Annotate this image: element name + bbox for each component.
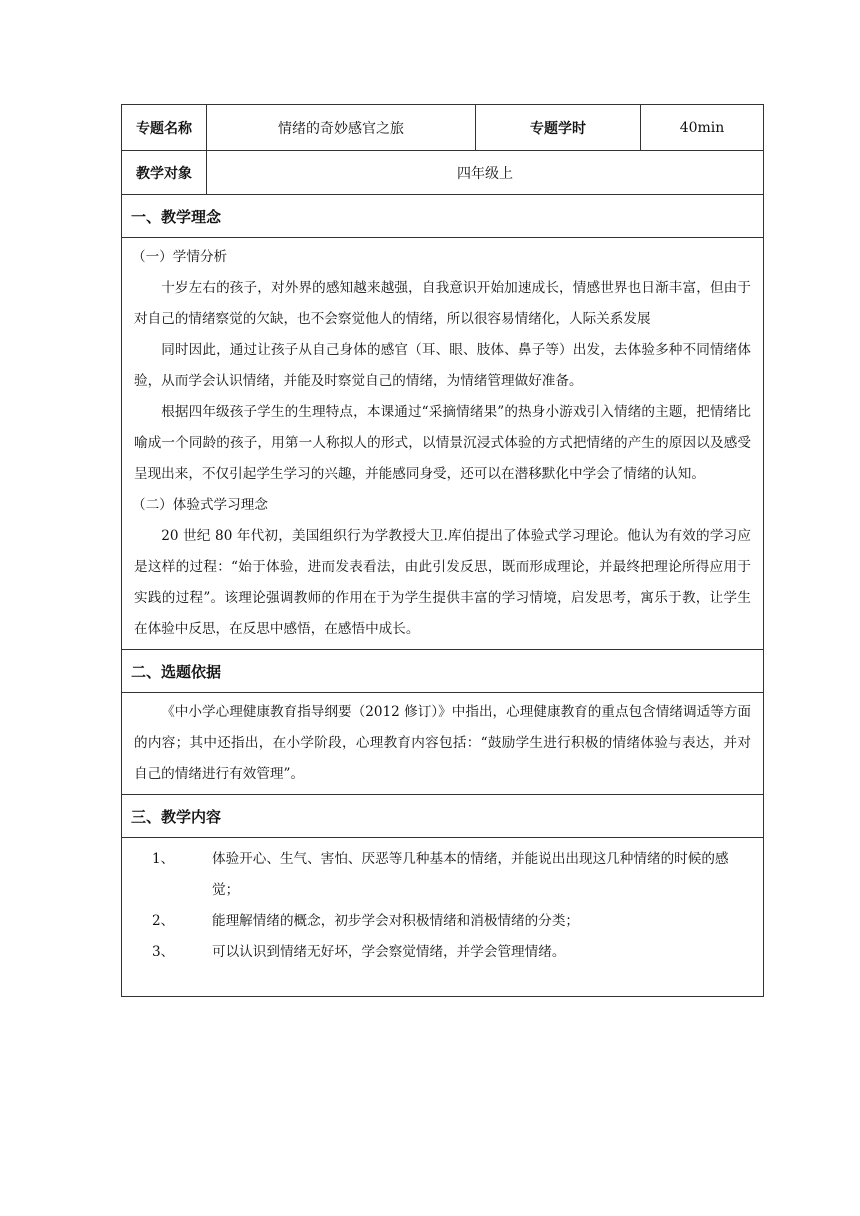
section-body-rationale xyxy=(122,693,763,795)
topic-label: 专题名称 xyxy=(136,120,192,137)
topic-value: 情绪的奇妙感官之旅 xyxy=(206,105,475,150)
target-value: 四年级上 xyxy=(206,151,763,194)
list-item xyxy=(152,906,745,937)
subheading-student-analysis: （一）学情分析 xyxy=(132,249,228,265)
hours-label: 专题学时 xyxy=(475,105,640,150)
hours-value: 40min xyxy=(640,105,763,150)
lesson-plan-table xyxy=(121,104,764,997)
list-item-text: 可以认识到情绪无好坏，学会察觉情绪，并学会管理情绪。 xyxy=(212,944,566,960)
list-item-number: 2、 xyxy=(152,913,175,929)
paragraph: 同时因此，通过让孩子从自己身体的感官（耳、眼、肢体、鼻子等）出发，去体验多种不同情绪体验，从而学会认识情绪，并能及时察觉自己的情绪，为情绪管理做好准备。 xyxy=(134,342,751,389)
list-item xyxy=(152,937,745,968)
list-item-number: 1、 xyxy=(152,851,175,867)
list-item-number: 3、 xyxy=(152,944,175,960)
target-label: 教学对象 xyxy=(136,165,192,182)
paragraph: 根据四年级孩子学生的生理特点，本课通过“采摘情绪果”的热身小游戏引入情绪的主题，把情绪比喻成一个同龄的孩子，用第一人称拟人的形式，以情景沉浸式体验的方式把情绪的产生的原因以及感受呈现出来，不仅引起学生学习的兴趣，并能感同身受，还可以在潜移默化中学会了情绪的认知。 xyxy=(134,404,751,482)
paragraph: 20 世纪 80 年代初，美国组织行为学教授大卫.库伯提出了体验式学习理论。他认为有效的学习应是这样的过程：“始于体验，进而发表看法，由此引发反思，既而形成理论，并最终把理论所得应用于实践的过程”。该理论强调教师的作用在于为学生提供丰富的学习情境，启发思考，寓乐于教，让学生在体验中反思，在反思中感悟，在感悟中成长。 xyxy=(134,528,751,637)
paragraph: 《中小学心理健康教育指导纲要（2012 修订）》中指出，心理健康教育的重点包含情绪调适等方面的内容；其中还指出，在小学阶段，心理教育内容包括：“鼓励学生进行积极的情绪体验与表达，并对自己的情绪进行有效管理”。 xyxy=(134,704,751,782)
section-body-philosophy xyxy=(122,238,763,650)
content-list xyxy=(122,838,763,996)
topic-row xyxy=(122,105,763,151)
target-row xyxy=(122,151,763,195)
list-item-text: 体验开心、生气、害怕、厌恶等几种基本的情绪，并能说出出现这几种情绪的时候的感觉； xyxy=(212,851,729,898)
list-item xyxy=(152,844,745,906)
subheading-experiential-learning: （二）体验式学习理念 xyxy=(132,497,268,513)
section-title-content: 三、教学内容 xyxy=(122,795,763,838)
section-title-philosophy: 一、教学理念 xyxy=(122,195,763,238)
paragraph: 十岁左右的孩子，对外界的感知越来越强，自我意识开始加速成长，情感世界也日渐丰富，但由于对自己的情绪察觉的欠缺，也不会察觉他人的情绪，所以很容易情绪化，人际关系发展 xyxy=(134,280,751,327)
section-title-rationale: 二、选题依据 xyxy=(122,650,763,693)
list-item-text: 能理解情绪的概念，初步学会对积极情绪和消极情绪的分类； xyxy=(212,913,580,929)
